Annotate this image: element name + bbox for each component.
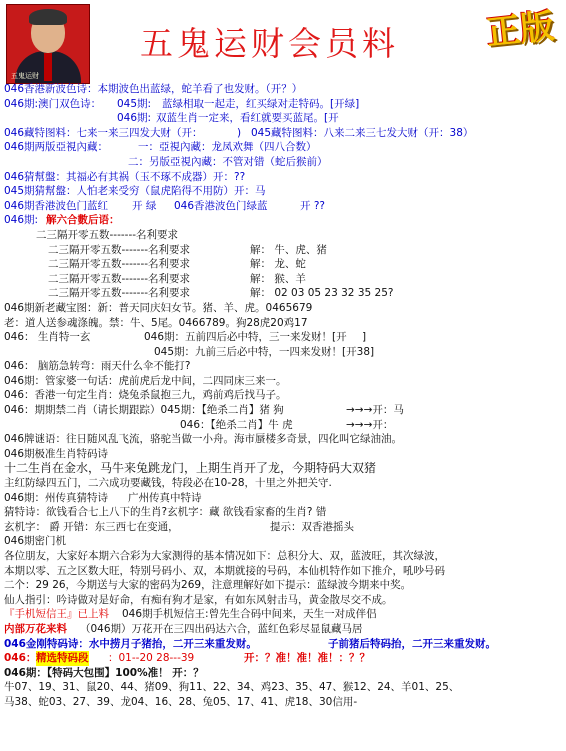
- line-37: 『手机短信王』已上料 046期手机短信王:曾先生合码中间来，天生一对成伴侣: [4, 608, 377, 621]
- line-2: 046期:澳门双色诗： 045期: 蓝绿相取一起走，红买绿对走特码。[开绿]: [4, 97, 360, 110]
- line-40: 046： 精选特码段 ：01--20 28---39 开：？准！准！准！：？？: [4, 652, 370, 665]
- line-6: 二：另版亞視內藏：不管对错（蛇后猴前）: [128, 155, 328, 168]
- line-36: 仙人指引：吟诗做对是好命，有痴有狗才是家，有如东风射击马，黄金散尽交不成。: [4, 593, 393, 606]
- line-34: 本期以零、五之区数大旺，特别号码小、双，本期就接的号码，本仙机特作如下推介，吼吵号码: [4, 564, 445, 577]
- line-33: 各位朋友，大家好本期六合彩为大家测得的基本情况如下：总积分大、双，蓝波旺，其次绿波，: [4, 550, 445, 562]
- line-23: 046：期期禁二肖（请长期跟踪）045期：【绝杀二肖】猪 狗 →→→开：马: [4, 404, 404, 417]
- line-43: 马38、蛇03、27、39、龙04、16、28、兔05、17、41、虎18、30信用-: [4, 695, 358, 708]
- line-3: 046期: 双蓝生肖一定来，看红就要买蓝尾。[开: [117, 112, 339, 125]
- line-20: 046： 脑筋急转弯：雨天什么伞不能打?: [4, 360, 191, 373]
- line-13: 二三隔开零五数-------名利要求 解： 龙、蛇: [48, 258, 306, 271]
- photo-caption: 五鬼运财: [11, 72, 39, 80]
- line-19: 045期：九前三后必中特，一四来发财！[开38]: [154, 345, 375, 358]
- content-body: [4, 82, 562, 710]
- line-17: 老：道人送参魂涤魄。禁：牛、5尾。0466789。狗28虎20鸡17: [4, 316, 308, 329]
- line-7: 046猜幫盤：其福必有其祸（玉不琢不成器）开：??: [4, 170, 246, 183]
- line-27: 十二生肖在金水，马牛来兔跳龙门，上期生肖开了龙，今期特码大双猪: [4, 461, 377, 476]
- line-22: 046：香港一句定生肖：烧兔杀鼠抱三九，鸡前鸡后找马子。: [4, 389, 287, 402]
- line-26: 046期极准生肖特码诗: [4, 447, 109, 460]
- line-10: 046期: 解六合數后语：: [4, 214, 120, 227]
- line-41: 046期：【特码大包围】100%准！ 开：？: [4, 666, 204, 679]
- line-24: 046：【绝杀二肖】牛 虎 →→→开：: [180, 418, 394, 431]
- line-21: 046期：管家婆一句话：虎前虎后龙中间，二四同床三来一。: [4, 374, 287, 387]
- line-4: 046藏特图料：七来一来三四发大财（开： ) 045藏特图料：八来二来三七发大财（开：38）: [4, 126, 474, 139]
- line-11: 二三隔开零五数-------名利要求: [36, 228, 179, 241]
- line-1: 046香港新波色诗：本期波色出蓝绿，蛇羊看了也发财。（开？）: [4, 83, 303, 95]
- line-15: 二三隔开零五数-------名利要求 解： 02 03 05 23 32 35 25?: [48, 287, 394, 300]
- line-9: 046期香港波色门蓝红 开 绿 046香港波色门绿蓝 开 ??: [4, 199, 325, 212]
- line-18: 046： 生肖特一玄 046期：五前四后必中特，三一来发财！[开 ]: [4, 331, 367, 344]
- authentic-badge: 正版: [484, 6, 557, 54]
- page-title: 五鬼运财会员料: [140, 24, 399, 63]
- line-14: 二三隔开零五数-------名利要求 解： 猴、羊: [48, 272, 306, 285]
- author-photo: [6, 4, 90, 84]
- line-42: 牛07、19、31、鼠20、44、猪09、狗11、22、34、鸡23、35、47、猴12、24、羊01、25、: [4, 681, 460, 694]
- line-39: 046金刚特码诗：水中捞月子猪抬，二开三来重发财。 子前猪后特码抬，二开三来重发财。: [4, 637, 496, 650]
- line-5: 046期两版亞視內藏： 一：亞視內藏：龙凤欢舞（四八合数）: [4, 141, 317, 154]
- page-header: [0, 0, 566, 78]
- line-25: 046牌谜语：往日随风乱飞流，骆驼当做一小舟。海市蜃楼多奇景，四化叫它绿油油。: [4, 433, 403, 446]
- line-35: 二个：29 26，今期送与大家的密码为269，注意理解好如下提示：蓝绿波今期来中奖。: [4, 579, 412, 592]
- line-12: 二三隔开零五数-------名利要求 解： 牛、虎、猪: [48, 243, 327, 256]
- line-8: 045期猜幫盤：人怕老来受穷（鼠虎陷得不用防）开：马: [4, 185, 266, 198]
- line-31: 玄机字： 爵 开错：东三西七在变通， 提示：双香港摇头: [4, 520, 354, 533]
- line-30: 猜特诗：欲钱看合七上八下的生肖?玄机字：藏 欲钱看家畜的生肖? 错: [4, 506, 327, 519]
- line-28: 主红防绿四五门，二六成功要藏钱，特段必在10-28，十里之外把关守.: [4, 477, 332, 490]
- line-32: 046期密门机: [4, 535, 67, 548]
- line-38: 内部万花来料 （046期）万花开在三四出码达六合，蓝红色彩尽显鼠藏马居: [4, 622, 363, 635]
- line-16: 046期新老藏宝图：新：普天同庆妇女节。猪、羊、虎。0465679: [4, 301, 313, 314]
- line-29: 046期：州传真猜特诗 广州传真中特诗: [4, 491, 202, 504]
